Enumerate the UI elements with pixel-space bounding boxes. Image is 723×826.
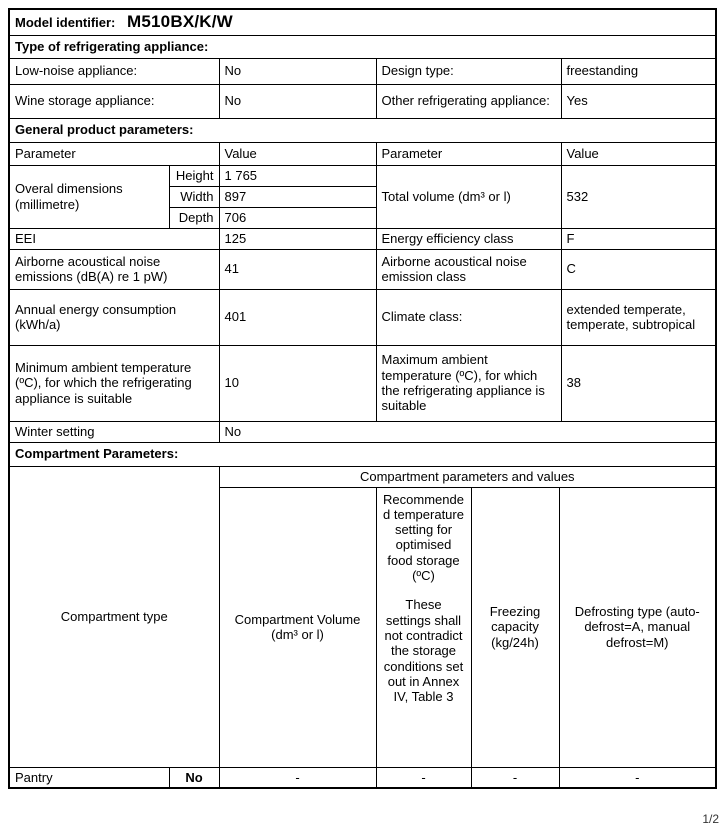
temperature-header-note: These settings shall not contradict the storage conditions set out in Annex IV, Table 3 (383, 597, 464, 705)
table-row (9, 249, 716, 289)
low-noise-label: Low-noise appliance: (9, 58, 219, 84)
noise-class-label: Airborne acoustical noise emission class (376, 249, 561, 289)
design-type-label: Design type: (376, 58, 561, 84)
document-page (0, 8, 723, 826)
value-header-left: Value (219, 142, 376, 165)
compartment-temperature-header (376, 487, 471, 767)
other-appliance-label: Other refrigerating appliance: (376, 84, 561, 118)
energy-class-label: Energy efficiency class (376, 228, 561, 249)
param-header-right: Parameter (376, 142, 561, 165)
model-identifier-value: M510BX/K/W (127, 12, 233, 32)
dimensions-height-row (9, 165, 716, 186)
height-value: 1 765 (219, 165, 376, 186)
model-identifier-label: Model identifier: (15, 15, 116, 31)
max-ambient-value: 38 (561, 345, 716, 421)
type-section-header-row (9, 35, 716, 58)
compartment-type-header: Compartment type (9, 466, 219, 767)
total-volume-label: Total volume (dm³ or l) (376, 165, 561, 228)
defrosting-type-header: Defrosting type (auto-defrost=A, manual defrost=M) (559, 487, 716, 767)
general-section-header: General product parameters: (9, 118, 716, 142)
compartment-section-header: Compartment Parameters: (9, 442, 716, 466)
table-row (9, 289, 716, 345)
depth-label: Depth (169, 207, 219, 228)
model-identifier-cell (9, 9, 716, 35)
other-appliance-value: Yes (561, 84, 716, 118)
column-header-row (9, 142, 716, 165)
table-row (9, 58, 716, 84)
noise-class-value: C (561, 249, 716, 289)
wine-storage-label: Wine storage appliance: (9, 84, 219, 118)
dimensions-label: Overal dimensions (millimetre) (9, 165, 169, 228)
depth-value: 706 (219, 207, 376, 228)
noise-emissions-value: 41 (219, 249, 376, 289)
annual-energy-label: Annual energy consumption (kWh/a) (9, 289, 219, 345)
general-section-header-row (9, 118, 716, 142)
max-ambient-label: Maximum ambient temperature (ºC), for which the refrigerating appliance is suitable (376, 345, 561, 421)
total-volume-value: 532 (561, 165, 716, 228)
compartment-defrosting-value: - (559, 767, 716, 788)
compartment-temperature-value: - (376, 767, 471, 788)
compartment-volume-header: Compartment Volume (dm³ or l) (219, 487, 376, 767)
compartment-name: Pantry (9, 767, 169, 788)
compartment-freezing-value: - (471, 767, 559, 788)
page-number: 1/2 (702, 812, 719, 826)
winter-setting-value: No (219, 421, 716, 442)
freezing-capacity-header: Freezing capacity (kg/24h) (471, 487, 559, 767)
param-header-left: Parameter (9, 142, 219, 165)
compartment-volume-value: - (219, 767, 376, 788)
design-type-value: freestanding (561, 58, 716, 84)
min-ambient-label: Minimum ambient temperature (ºC), for which the refrigerating appliance is suitable (9, 345, 219, 421)
winter-setting-row (9, 421, 716, 442)
min-ambient-value: 10 (219, 345, 376, 421)
noise-emissions-label: Airborne acoustical noise emissions (dB(A) re 1 pW) (9, 249, 219, 289)
product-fiche-table (8, 8, 717, 789)
height-label: Height (169, 165, 219, 186)
value-header-right: Value (561, 142, 716, 165)
width-value: 897 (219, 186, 376, 207)
table-row (9, 345, 716, 421)
low-noise-value: No (219, 58, 376, 84)
climate-class-label: Climate class: (376, 289, 561, 345)
model-identifier-row (9, 9, 716, 35)
wine-storage-value: No (219, 84, 376, 118)
annual-energy-value: 401 (219, 289, 376, 345)
compartment-present: No (169, 767, 219, 788)
winter-setting-label: Winter setting (9, 421, 219, 442)
compartment-row-pantry (9, 767, 716, 788)
table-row (9, 84, 716, 118)
energy-class-value: F (561, 228, 716, 249)
climate-class-value: extended temperate, temperate, subtropical (561, 289, 716, 345)
eei-value: 125 (219, 228, 376, 249)
type-section-header: Type of refrigerating appliance: (9, 35, 716, 58)
table-row (9, 228, 716, 249)
eei-label: EEI (9, 228, 219, 249)
width-label: Width (169, 186, 219, 207)
compartment-group-header: Compartment parameters and values (219, 466, 716, 487)
compartment-group-header-row (9, 466, 716, 487)
temperature-header-text: Recommended temperature setting for optimised food storage (ºC) (383, 491, 464, 584)
compartment-section-header-row (9, 442, 716, 466)
